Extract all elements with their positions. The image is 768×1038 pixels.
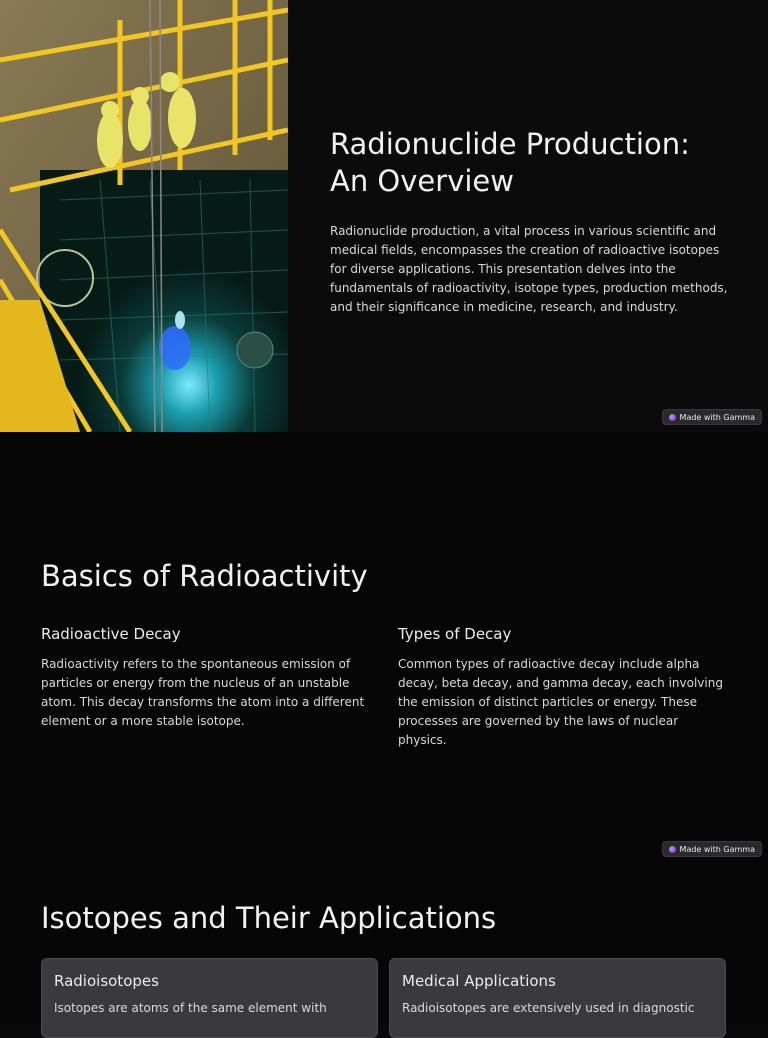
made-with-gamma-badge[interactable]	[662, 409, 762, 425]
gamma-logo-icon	[669, 414, 676, 421]
gamma-badge-label: Made with Gamma	[679, 844, 755, 854]
reactor-pool-photo	[0, 0, 288, 432]
overview-paragraph: Radionuclide production, a vital process in various scientific and medical fields, encompasses the creation of radioactive isotopes for diverse applications. This presentation delves into the fundamentals of radioactivity, isotope types, production methods, and their significance in medicine, research, and industry.	[330, 224, 728, 314]
types-of-decay-column	[398, 624, 728, 750]
slide-overview	[0, 0, 768, 432]
isotopes-title: Isotopes and Their Applications	[41, 901, 497, 935]
radioactive-decay-column	[41, 624, 371, 731]
slide-basics-of-radioactivity	[0, 432, 768, 864]
medical-applications-card	[389, 958, 726, 1038]
radioactive-decay-heading: Radioactive Decay	[41, 625, 181, 643]
radioactive-decay-text: Radioactivity refers to the spontaneous emission of particles or energy from the nucleus of an unstable atom. This decay transforms the atom into a different element or a more stable isotope.	[41, 657, 365, 728]
medical-applications-text: Radioisotopes are extensively used in diagnostic	[402, 1001, 695, 1015]
made-with-gamma-badge[interactable]	[662, 841, 762, 857]
gamma-logo-icon	[669, 846, 676, 853]
overview-text-block	[330, 126, 730, 317]
radioisotopes-card	[41, 958, 378, 1038]
overview-title: Radionuclide Production: An Overview	[330, 127, 690, 198]
radioisotopes-text: Isotopes are atoms of the same element with	[54, 1001, 327, 1015]
gamma-badge-label: Made with Gamma	[679, 412, 755, 422]
radioisotopes-heading: Radioisotopes	[54, 972, 159, 990]
types-of-decay-heading: Types of Decay	[398, 625, 512, 643]
basics-title: Basics of Radioactivity	[41, 559, 368, 593]
slide-isotopes-applications	[0, 864, 768, 1024]
medical-applications-heading: Medical Applications	[402, 972, 556, 990]
types-of-decay-text: Common types of radioactive decay include alpha decay, beta decay, and gamma decay, each involving the emission of distinct particles or energy. These processes are governed by the laws of nuclear physics.	[398, 657, 723, 747]
